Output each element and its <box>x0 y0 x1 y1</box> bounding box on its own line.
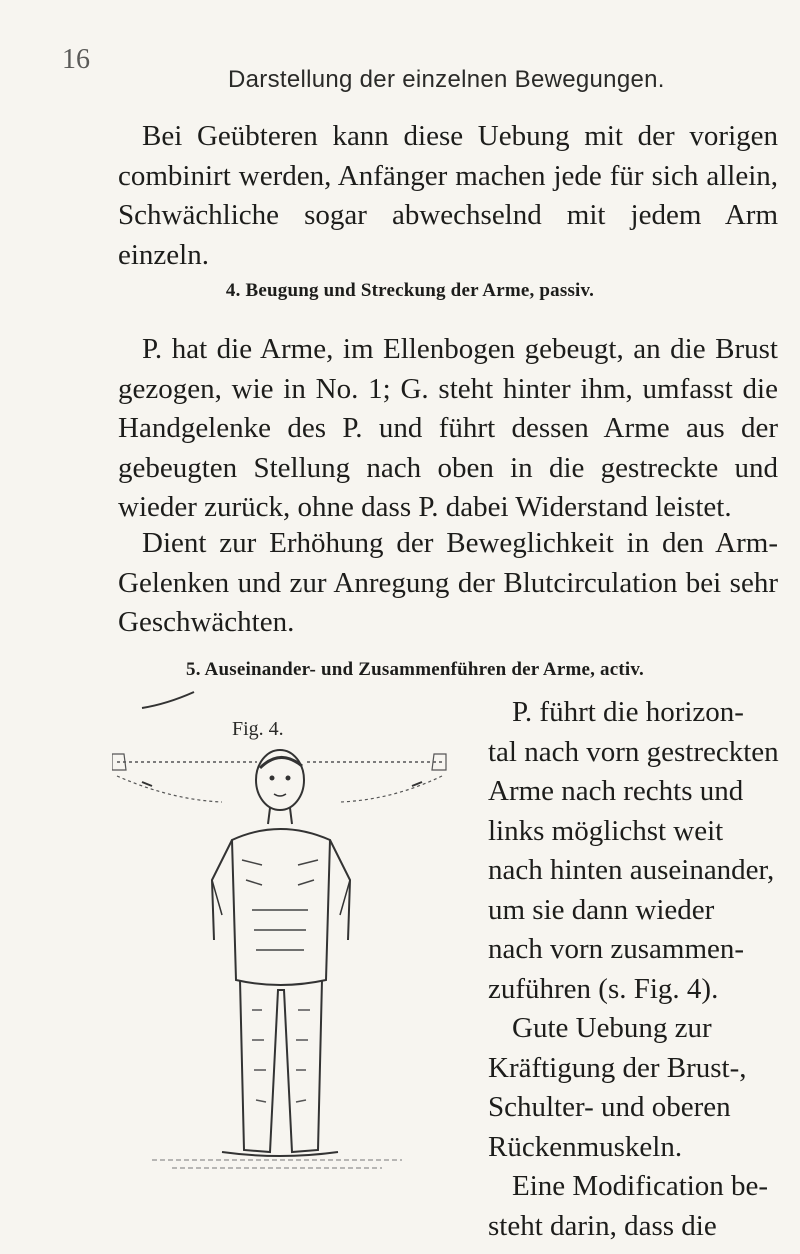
text-line: Eine Modification be- <box>512 1170 769 1202</box>
text-line: Rückenmuskeln. <box>488 1130 683 1163</box>
text-line: P. führt die horizon- <box>512 696 744 728</box>
paragraph-carryover: Bei Geübteren kann diese Uebung mit der vorigen combinirt werden, Anfänger machen jede für sich allein, Schwächliche sogar abwechselnd mit jedem Arm einzeln. <box>118 120 778 271</box>
page-number: 16 <box>62 44 90 75</box>
text-line: links möglichst weit <box>488 814 724 847</box>
text-line: Schulter- und oberen <box>488 1091 731 1123</box>
text-line: nach vorn zusammen- <box>488 933 745 965</box>
text-line: nach hinten auseinander, <box>488 854 775 886</box>
figure-illustration <box>112 690 447 1190</box>
text-line: steht darin, dass die <box>488 1209 717 1242</box>
running-head: Darstellung der einzelnen Bewegungen. <box>228 66 665 93</box>
text-line: um sie dann wieder <box>488 893 715 926</box>
text-line: zuführen (s. Fig. 4). <box>488 972 719 1005</box>
text-line: tal nach vorn gestreckten <box>488 735 779 768</box>
section-5-paragraph <box>488 693 780 1246</box>
section-4-paragraph-2: Dient zur Erhöhung der Beweglichkeit in den Arm-Gelenken und zur Anregung der Blutcirculation bei sehr Geschwächten. <box>118 527 778 638</box>
text-line: Arme nach rechts und <box>488 775 744 807</box>
figure-label: Fig. 4. <box>232 718 284 740</box>
text-line: Kräftigung der Brust-, <box>488 1051 747 1084</box>
section-4-paragraph-1: P. hat die Arme, im Ellenbogen gebeugt, an die Brust gezogen, wie in No. 1; G. steht hinter ihm, umfasst die Handgelenke des P. und führt dessen Arme aus der gebeugten Stellung nach oben in die gestreckte und wieder zurück, ohne dass P. dabei Widerstand leistet. <box>118 333 778 523</box>
figure-4 <box>112 690 447 1190</box>
section-heading-4: 4. Beugung und Streckung der Arme, passiv. <box>225 280 595 301</box>
section-heading-5: 5. Auseinander- und Zusammenführen der Arme, activ. <box>186 659 644 680</box>
text-line: Gute Uebung zur <box>512 1012 712 1044</box>
